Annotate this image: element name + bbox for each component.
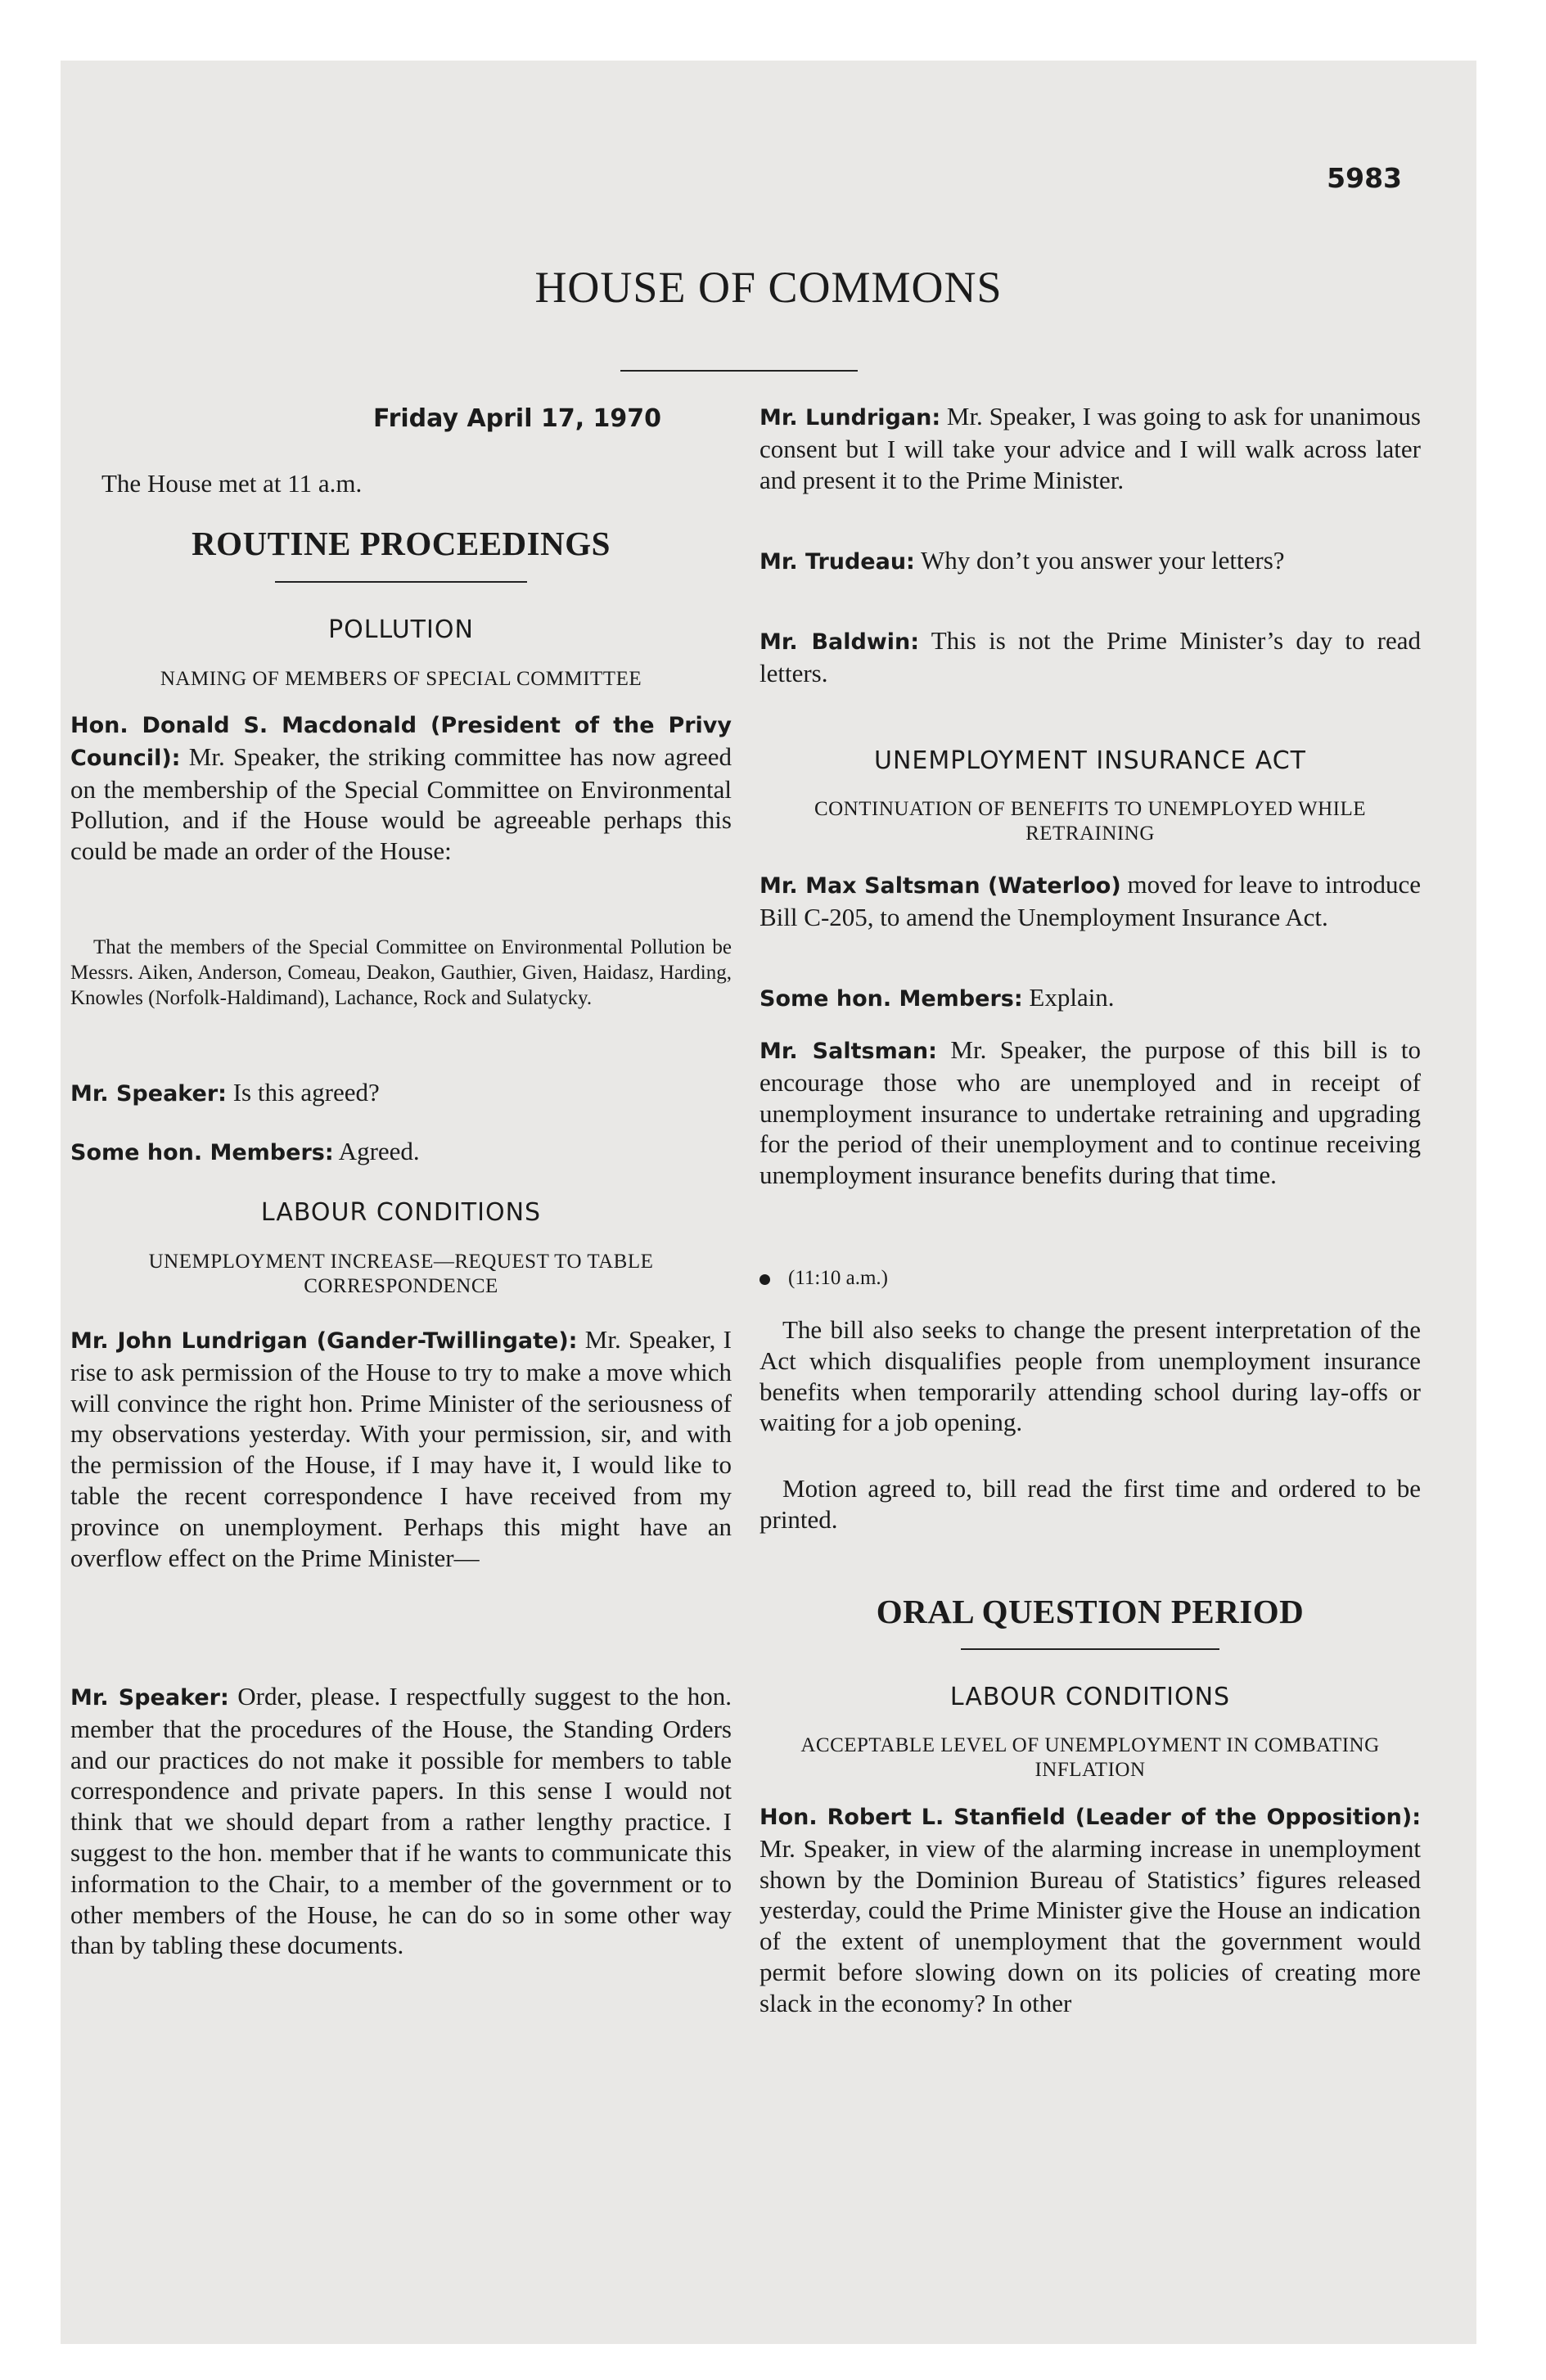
bill-continued-text: The bill also seeks to change the present interpretation of the Act which disqualifies people from unemployment insurance benefits when temporarily attending school during lay-offs or waiting for a job opening. bbox=[759, 1315, 1421, 1437]
speaker-some-hon-members-2: Some hon. Members: bbox=[759, 986, 1023, 1012]
explain-text: Explain. bbox=[1022, 983, 1115, 1012]
title-rule bbox=[620, 370, 858, 372]
lundrigan-reply bbox=[759, 401, 1421, 495]
oral-question-rule bbox=[961, 1648, 1219, 1650]
oral-subheading: ACCEPTABLE LEVEL OF UNEMPLOYMENT IN COMBATING INFLATION bbox=[800, 1734, 1380, 1781]
labour-subheading: UNEMPLOYMENT INCREASE—REQUEST TO TABLE CORRESPONDENCE bbox=[148, 1251, 654, 1297]
oral-question-heading: ORAL QUESTION PERIOD bbox=[876, 1593, 1305, 1630]
speaker-ruling-text: Order, please. I respectfully suggest to the hon. member that the procedures of the House, the Standing Orders and our practices do not make it possible for members to table correspondence and private papers. In this sense I would not think that we should depart from a rather lengthy practice. I suggest to the hon. member that if he wants to communicate this information to the Chair, to a member of the government or to other members of the House, he can do so in some other way than by tabling these documents. bbox=[70, 1682, 732, 1960]
baldwin-remark bbox=[759, 625, 1421, 689]
baldwin-remark-text: This is not the Prime Minister’s day to read letters. bbox=[759, 626, 1421, 687]
macdonald-text: Mr. Speaker, the striking committee has now agreed on the membership of the Special Committee on Environmental Pollution, and if the House would be agreeable perhaps this could be made an order of the House: bbox=[70, 741, 732, 866]
trudeau-remark-text: Why don’t you answer your letters? bbox=[914, 546, 1285, 575]
oral-labour-heading: LABOUR CONDITIONS bbox=[949, 1683, 1231, 1711]
lundrigan-statement bbox=[70, 1324, 732, 1573]
pollution-subheading: NAMING OF MEMBERS OF SPECIAL COMMITTEE bbox=[160, 668, 642, 690]
agreed-answer bbox=[70, 1136, 732, 1169]
time-marker-text: (11:10 a.m.) bbox=[788, 1267, 888, 1289]
stanfield-question bbox=[759, 1801, 1421, 2019]
routine-proceedings-heading: ROUTINE PROCEEDINGS bbox=[192, 525, 611, 562]
speaker-baldwin: Mr. Baldwin: bbox=[759, 629, 920, 655]
stanfield-question-text: Mr. Speaker, in view of the alarming increase in unemployment shown by the Dominion Bureau of Statistics’ figures released yesterday, could the Prime Minister give the House an indication of the extent of unemployment that the government would permit before slowing down on its policies of creating more slack in the economy? In other bbox=[759, 1833, 1421, 2017]
uia-heading: UNEMPLOYMENT INSURANCE ACT bbox=[873, 746, 1306, 775]
speaker-trudeau: Mr. Trudeau: bbox=[759, 549, 915, 575]
speaker-lundrigan: Mr. John Lundrigan (Gander-Twillingate): bbox=[70, 1328, 578, 1354]
speaker-macdonald: Hon. Donald S. Macdonald (President of the Privy Council): bbox=[70, 713, 732, 771]
macdonald-statement bbox=[70, 709, 732, 867]
uia-subheading: CONTINUATION OF BENEFITS TO UNEMPLOYED WHILE RETRAINING bbox=[814, 798, 1367, 845]
explain-request bbox=[759, 982, 1421, 1015]
journal-title: HOUSE OF COMMONS bbox=[534, 263, 1003, 312]
speaker-ruling bbox=[70, 1681, 732, 1961]
speaker-saltsman: Mr. Max Saltsman (Waterloo) bbox=[759, 873, 1121, 899]
speaker-lundrigan-2: Mr. Lundrigan: bbox=[759, 405, 941, 430]
agreed-answer-text: Agreed. bbox=[333, 1137, 420, 1165]
speaker-mr-speaker: Mr. Speaker: bbox=[70, 1081, 227, 1107]
bullet-icon bbox=[759, 1274, 770, 1285]
saltsman-motion bbox=[759, 869, 1421, 933]
time-marker bbox=[759, 1267, 888, 1290]
pollution-heading: POLLUTION bbox=[328, 615, 474, 644]
speaker-stanfield: Hon. Robert L. Stanfield (Leader of the Opposition): bbox=[759, 1805, 1421, 1830]
saltsman-motion-text: moved for leave to introduce Bill C-205, to amend the Unemployment Insurance Act. bbox=[759, 870, 1421, 931]
motion-result: Motion agreed to, bill read the first time and ordered to be printed. bbox=[759, 1474, 1421, 1534]
speaker-mr-speaker-ruling: Mr. Speaker: bbox=[70, 1685, 229, 1711]
lundrigan-text: Mr. Speaker, I rise to ask permission of the House to try to make a move which will convince the right hon. Prime Minister of the seriousness of my observations yesterday. With your permission, sir, and with the permission of the House, if I may have it, I would like to table the recent correspondence I have received from my province on unemployment. Perhaps this might have an overflow effect on the Prime Minister— bbox=[70, 1325, 732, 1572]
saltsman-explanation-text: Mr. Speaker, the purpose of this bill is to encourage those who are unemployed and in receipt of unemployment insurance to undertake retraining and upgrading for the period of their unemployment and to continue receiving unemployment insurance benefits during that time. bbox=[759, 1035, 1421, 1190]
speaker-saltsman-2: Mr. Saltsman: bbox=[759, 1039, 937, 1064]
agreed-question-text: Is this agreed? bbox=[226, 1078, 380, 1107]
lundrigan-reply-text: Mr. Speaker, I was going to ask for unanimous consent but I will take your advice and I will walk across later and present it to the Prime Minister. bbox=[759, 402, 1422, 494]
sitting-date: Friday April 17, 1970 bbox=[373, 404, 662, 433]
speaker-some-hon-members: Some hon. Members: bbox=[70, 1140, 334, 1165]
routine-rule bbox=[275, 581, 527, 583]
trudeau-remark bbox=[759, 545, 1421, 578]
page-number: 5983 bbox=[1327, 162, 1402, 194]
committee-members-motion: That the members of the Special Committee on Environmental Pollution be Messrs. Aiken, Anderson, Comeau, Deakon, Gauthier, Given, Haidasz, Harding, Knowles (Norfolk-Haldimand), Lachance, Rock and Sulatycky. bbox=[70, 936, 732, 1010]
saltsman-explanation bbox=[759, 1034, 1421, 1191]
agreed-question bbox=[70, 1077, 732, 1110]
labour-conditions-heading: LABOUR CONDITIONS bbox=[260, 1198, 542, 1227]
house-met-line: The House met at 11 a.m. bbox=[101, 469, 363, 498]
